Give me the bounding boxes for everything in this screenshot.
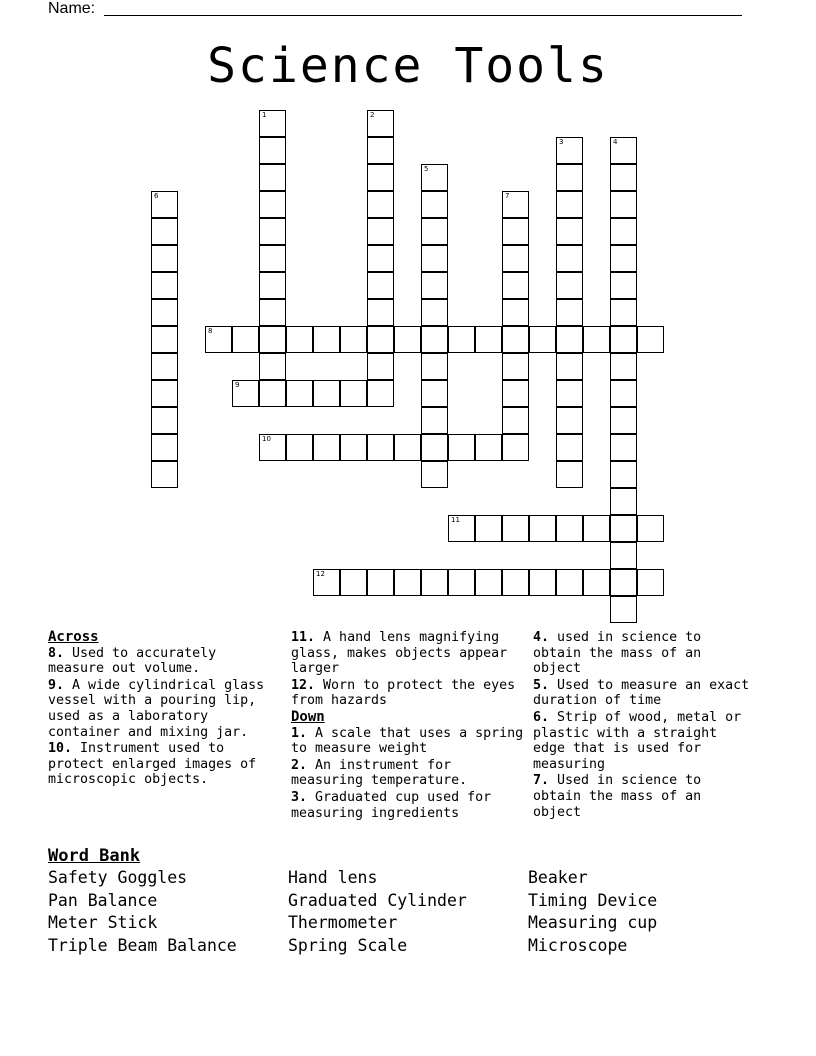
crossword-cell[interactable] [421,380,448,407]
crossword-cell[interactable] [286,380,313,407]
crossword-cell[interactable] [448,569,475,596]
clue-across-11: 11. A hand lens magnifying glass, makes objects appear larger [291,630,508,677]
clue-across-8: 8. Used to accurately measure out volume. [48,645,217,677]
clue-number: 12 [316,570,325,578]
crossword-cell[interactable] [394,569,421,596]
clue-number: 8 [208,327,213,335]
crossword-cell[interactable] [448,515,475,542]
crossword-cell[interactable] [637,326,664,353]
name-label: Name: [48,0,96,17]
crossword-cell[interactable] [421,569,448,596]
crossword-cell[interactable] [259,380,286,407]
crossword-cell[interactable] [556,218,583,245]
crossword-cell[interactable] [313,434,340,461]
crossword-cell[interactable] [205,326,232,353]
crossword-cell[interactable] [151,434,178,461]
clue-number: 7 [505,192,510,200]
crossword-cell[interactable] [583,569,610,596]
clue-number: 3 [559,138,564,146]
crossword-cell[interactable] [556,434,583,461]
down-heading: Down [291,708,325,725]
crossword-cell[interactable] [610,380,637,407]
crossword-cell[interactable] [502,380,529,407]
word-bank-item: Timing Device [528,891,658,910]
crossword-cell[interactable] [421,272,448,299]
crossword-cell[interactable] [259,326,286,353]
crossword-cell[interactable] [556,515,583,542]
word-bank-item: Beaker [528,868,588,887]
crossword-cell[interactable] [502,218,529,245]
crossword-cell[interactable] [367,218,394,245]
crossword-cell[interactable] [529,515,556,542]
crossword-cell[interactable] [637,515,664,542]
crossword-cell[interactable] [610,191,637,218]
crossword-cell[interactable] [286,326,313,353]
crossword-cell[interactable] [421,164,448,191]
crossword-cell[interactable] [475,326,502,353]
crossword-cell[interactable] [421,191,448,218]
crossword-cell[interactable] [367,164,394,191]
clue-number: 5 [424,165,429,173]
crossword-cell[interactable] [556,245,583,272]
crossword-cell[interactable] [232,326,259,353]
crossword-cell[interactable] [610,326,637,353]
crossword-cell[interactable] [610,488,637,515]
crossword-cell[interactable] [421,461,448,488]
crossword-cell[interactable] [151,461,178,488]
clue-down-2: 2. An instrument for measuring temperature. [291,757,468,789]
crossword-cell[interactable] [475,569,502,596]
crossword-cell[interactable] [367,434,394,461]
crossword-cell[interactable] [610,137,637,164]
crossword-cell[interactable] [259,191,286,218]
crossword-cell[interactable] [340,326,367,353]
word-bank-item: Measuring cup [528,913,658,932]
crossword-cell[interactable] [367,569,394,596]
crossword-cell[interactable] [475,434,502,461]
crossword-cell[interactable] [502,515,529,542]
crossword-cell[interactable] [151,272,178,299]
word-bank-item: Microscope [528,936,628,955]
word-bank-item: Thermometer [288,913,398,932]
crossword-cell[interactable] [151,218,178,245]
crossword-cell[interactable] [610,515,637,542]
crossword-cell[interactable] [259,434,286,461]
crossword-cell[interactable] [421,407,448,434]
crossword-cell[interactable] [502,434,529,461]
crossword-cell[interactable] [151,353,178,380]
crossword-cell[interactable] [259,272,286,299]
crossword-cell[interactable] [421,245,448,272]
crossword-cell[interactable] [529,326,556,353]
clue-down-6: 6. Strip of wood, metal or plastic with a straight edge that is used for measuring [533,709,742,772]
crossword-cell[interactable] [259,353,286,380]
crossword-cell[interactable] [259,110,286,137]
crossword-cell[interactable] [448,326,475,353]
crossword-cell[interactable] [448,434,475,461]
clue-number: 9 [235,381,240,389]
clue-number: 10 [262,435,271,443]
crossword-cell[interactable] [502,245,529,272]
word-bank-item: Hand lens [288,868,378,887]
crossword-cell[interactable] [340,380,367,407]
crossword-cell[interactable] [313,380,340,407]
crossword-cell[interactable] [556,380,583,407]
crossword-cell[interactable] [502,299,529,326]
crossword-cell[interactable] [367,380,394,407]
crossword-cell[interactable] [556,137,583,164]
crossword-cell[interactable] [232,380,259,407]
crossword-cell[interactable] [367,110,394,137]
crossword-cell[interactable] [502,407,529,434]
clue-down-1: 1. A scale that uses a spring to measure weight [291,725,524,757]
word-bank-item: Spring Scale [288,936,408,955]
crossword-cell[interactable] [610,569,637,596]
clues-column-2 [291,630,527,822]
crossword-cell[interactable] [421,218,448,245]
crossword-cell[interactable] [286,434,313,461]
crossword-cell[interactable] [529,569,556,596]
crossword-cell[interactable] [340,569,367,596]
crossword-cell[interactable] [502,326,529,353]
clue-number: 2 [370,111,375,119]
crossword-cell[interactable] [502,191,529,218]
crossword-cell[interactable] [556,164,583,191]
clue-down-3: 3. Graduated cup used for measuring ingredients [291,789,492,821]
crossword-cell[interactable] [475,515,502,542]
crossword-cell[interactable] [421,299,448,326]
crossword-cell[interactable] [394,326,421,353]
crossword-cell[interactable] [610,542,637,569]
crossword-cell[interactable] [556,326,583,353]
clue-number: 4 [613,138,618,146]
crossword-cell[interactable] [367,245,394,272]
crossword-cell[interactable] [502,272,529,299]
crossword-cell[interactable] [610,272,637,299]
crossword-cell[interactable] [259,164,286,191]
clues-column-1 [48,630,280,789]
crossword-cell[interactable] [610,434,637,461]
crossword-cell[interactable] [610,299,637,326]
crossword-cell[interactable] [610,596,637,623]
crossword-cell[interactable] [151,191,178,218]
crossword-cell[interactable] [502,569,529,596]
crossword-cell[interactable] [556,407,583,434]
crossword-cell[interactable] [610,218,637,245]
clue-number: 11 [451,516,460,524]
crossword-cell[interactable] [556,461,583,488]
word-bank-item: Triple Beam Balance [48,936,237,955]
crossword-cell[interactable] [583,326,610,353]
clues-column-3 [533,630,753,821]
crossword-cell[interactable] [367,353,394,380]
clue-number: 6 [154,192,159,200]
crossword-cell[interactable] [367,137,394,164]
crossword-cell[interactable] [610,461,637,488]
crossword-cell[interactable] [610,245,637,272]
word-bank-heading: Word Bank [48,846,141,866]
crossword-cell[interactable] [583,515,610,542]
crossword-cell[interactable] [151,326,178,353]
word-bank-item: Safety Goggles [48,868,188,887]
crossword-cell[interactable] [151,380,178,407]
crossword-cell[interactable] [637,569,664,596]
crossword-cell[interactable] [313,326,340,353]
crossword-cell[interactable] [367,326,394,353]
crossword-cell[interactable] [259,218,286,245]
crossword-cell[interactable] [151,299,178,326]
crossword-cell[interactable] [367,272,394,299]
crossword-cell[interactable] [556,569,583,596]
crossword-cell[interactable] [610,164,637,191]
clue-down-4: 4. used in science to obtain the mass of an object [533,630,702,677]
clue-across-9: 9. A wide cylindrical glass vessel with a pouring lip, used as a laboratory container and mixing jar. [48,677,265,740]
crossword-cell[interactable] [421,353,448,380]
crossword-cell[interactable] [556,353,583,380]
crossword-cell[interactable] [259,137,286,164]
crossword-cell[interactable] [367,299,394,326]
crossword-cell[interactable] [421,434,448,461]
clue-across-10: 10. Instrument used to protect enlarged images of microscopic objects. [48,741,257,788]
crossword-cell[interactable] [259,299,286,326]
crossword-cell[interactable] [610,407,637,434]
clue-down-7: 7. Used in science to obtain the mass of an object [533,773,702,820]
crossword-cell[interactable] [151,245,178,272]
crossword-cell[interactable] [340,434,367,461]
crossword-cell[interactable] [394,434,421,461]
clue-number: 1 [262,111,267,119]
crossword-cell[interactable] [556,191,583,218]
crossword-cell[interactable] [259,245,286,272]
crossword-cell[interactable] [556,299,583,326]
crossword-cell[interactable] [610,353,637,380]
word-bank-item: Graduated Cylinder [288,891,467,910]
word-bank-item: Meter Stick [48,913,158,932]
crossword-cell[interactable] [151,407,178,434]
crossword-cell[interactable] [367,191,394,218]
clue-across-12: 12. Worn to protect the eyes from hazards [291,677,516,709]
crossword-cell[interactable] [313,569,340,596]
word-bank-item: Pan Balance [48,891,158,910]
page-title: Science Tools [207,38,609,94]
across-heading: Across [48,629,99,645]
crossword-cell[interactable] [421,326,448,353]
clue-down-5: 5. Used to measure an exact duration of time [533,677,750,709]
crossword-cell[interactable] [502,353,529,380]
crossword-cell[interactable] [556,272,583,299]
